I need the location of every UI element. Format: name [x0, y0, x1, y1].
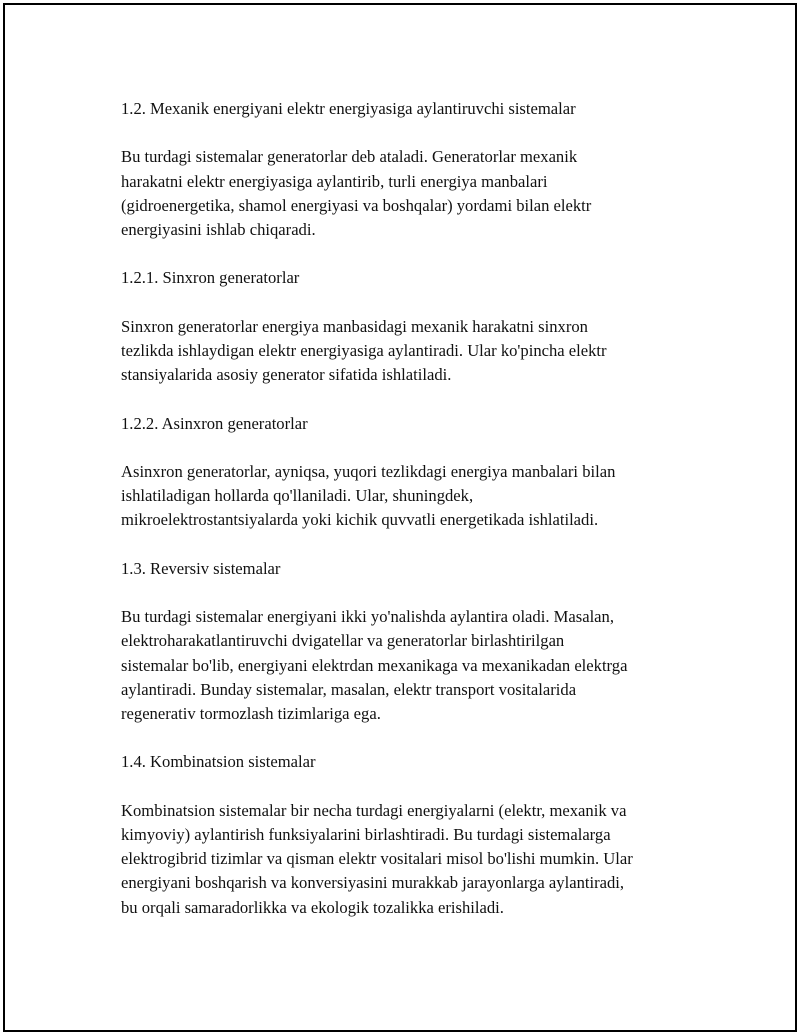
paragraph-line: aylantiradi. Bunday sistemalar, masalan, elektr transport vositalarida: [121, 679, 577, 699]
section-paragraph: [121, 605, 701, 726]
section-paragraph: [121, 799, 701, 920]
section-heading: 1.4. Kombinatsion sistemalar: [121, 752, 316, 772]
page-frame: [3, 3, 797, 1032]
paragraph-line: (gidroenergetika, shamol energiyasi va boshqalar) yordami bilan elektr: [121, 195, 592, 215]
section-heading: 1.3. Reversiv sistemalar: [121, 558, 281, 578]
paragraph-line: ishlatiladigan hollarda qo'llaniladi. Ular, shuningdek,: [121, 486, 474, 506]
paragraph-line: Kombinatsion sistemalar bir necha turdagi energiyalarni (elektr, mexanik va: [121, 800, 627, 820]
paragraph-line: Asinxron generatorlar, ayniqsa, yuqori tezlikdagi energiya manbalari bilan: [121, 461, 616, 481]
paragraph-line: stansiyalarida asosiy generator sifatida ishlatiladi.: [121, 365, 452, 385]
section-heading: 1.2.1. Sinxron generatorlar: [121, 268, 300, 288]
section-paragraph: [121, 145, 701, 242]
section-paragraph: [121, 460, 701, 533]
paragraph-line: kimyoviy) aylantirish funksiyalarini birlashtiradi. Bu turdagi sistemalarga: [121, 824, 611, 844]
paragraph-line: energiyasini ishlab chiqaradi.: [121, 220, 316, 239]
paragraph-line: bu orqali samaradorlikka va ekologik tozalikka erishiladi.: [121, 897, 504, 917]
paragraph-line: harakatni elektr energiyasiga aylantirib, turli energiya manbalari: [121, 171, 548, 191]
section-heading: 1.2.2. Asinxron generatorlar: [121, 413, 308, 433]
paragraph-line: elektroharakatlantiruvchi dvigatellar va generatorlar birlashtirilgan: [121, 631, 565, 651]
paragraph-line: Bu turdagi sistemalar generatorlar deb ataladi. Generatorlar mexanik: [121, 147, 578, 167]
paragraph-line: regenerativ tormozlash tizimlariga ega.: [121, 703, 381, 723]
document-body: [121, 97, 701, 944]
paragraph-line: mikroelektrostantsiyalarda yoki kichik quvvatli energetikada ishlatiladi.: [121, 510, 599, 530]
paragraph-line: elektrogibrid tizimlar va qisman elektr vositalari misol bo'lishi mumkin. Ular: [121, 849, 633, 869]
paragraph-line: Bu turdagi sistemalar energiyani ikki yo'nalishda aylantira oladi. Masalan,: [121, 607, 614, 627]
paragraph-line: tezlikda ishlaydigan elektr energiyasiga aylantiradi. Ular ko'pincha elektr: [121, 340, 607, 360]
paragraph-line: sistemalar bo'lib, energiyani elektrdan mexanikaga va mexanikadan elektrga: [121, 655, 628, 675]
paragraph-line: energiyani boshqarish va konversiyasini murakkab jarayonlarga aylantiradi,: [121, 873, 625, 893]
section-paragraph: [121, 315, 701, 388]
section-heading: 1.2. Mexanik energiyani elektr energiyasiga aylantiruvchi sistemalar: [121, 99, 576, 118]
paragraph-line: Sinxron generatorlar energiya manbasidagi mexanik harakatni sinxron: [121, 316, 588, 336]
